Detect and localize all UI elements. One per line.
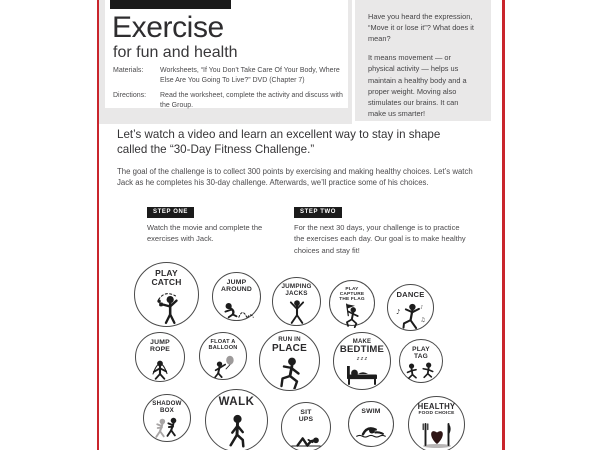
jump-rope-label-1: JUMP	[150, 339, 170, 346]
main-heading: Let’s watch a video and learn an excellent way to stay in shape called the “30-Day Fitness Challenge.”	[117, 128, 441, 157]
play-catch-label-2: CATCH	[151, 277, 182, 288]
jumping-jacks-icon	[273, 298, 320, 325]
materials-value: Worksheets, “If You Don’t Take Care Of Your Body, Where Else Are You Going To Live?” DVD (Chapter 7)	[160, 67, 340, 85]
run-in-place-label-2: PLACE	[272, 342, 307, 354]
page-subtitle: for fun and health	[113, 44, 238, 61]
swim-icon	[349, 415, 393, 446]
shadow-box-label-2: BOX	[159, 406, 174, 414]
step-one-text: Watch the movie and complete the exercises with Jack.	[147, 223, 263, 244]
play-tag-icon	[400, 360, 442, 382]
right-red-rule	[502, 0, 505, 450]
page-title: Exercise	[112, 11, 224, 44]
jump-around-icon	[213, 294, 260, 320]
play-tag-label-2: TAG	[413, 353, 429, 361]
sidebar-text	[355, 0, 491, 119]
jump-around-label-2: AROUND	[220, 286, 253, 294]
make-bedtime-icon	[334, 362, 390, 389]
step-two-block	[294, 200, 466, 256]
exercise-jumping-jacks	[272, 277, 321, 326]
sit-ups-label-1: SIT	[300, 409, 312, 416]
make-bedtime-label-2: BEDTIME	[339, 344, 385, 356]
materials-label: Materials:	[113, 67, 144, 74]
float-balloon-icon	[200, 351, 246, 379]
dance-label-1: DANCE	[396, 290, 425, 299]
jumping-jacks-label-1: JUMPING	[281, 283, 312, 290]
run-in-place-label-1: RUN IN	[278, 336, 301, 343]
exercise-capture-flag	[329, 280, 375, 326]
exercise-run-in-place	[259, 330, 320, 391]
step-two-badge: STEP TWO	[294, 207, 342, 218]
svg-text:♫: ♫	[419, 317, 425, 324]
healthy-food-label-2: FOOD CHOICE	[418, 411, 455, 417]
play-tag-label-1: PLAY	[412, 346, 430, 353]
directions-value: Read the worksheet, complete the activity and discuss with the Group.	[160, 92, 343, 110]
sit-ups-icon	[282, 424, 330, 450]
capture-flag-label-1: PLAY	[345, 287, 359, 292]
exercise-shadow-box	[143, 394, 191, 442]
svg-text:♪: ♪	[419, 305, 423, 311]
play-catch-icon	[135, 287, 198, 326]
materials-row	[113, 66, 345, 86]
exercise-play-tag	[399, 339, 443, 383]
sidebar-paragraph-1: Have you heard the expression, “Move it or lose it”? What does it mean?	[368, 12, 474, 44]
exercise-jump-around	[212, 272, 261, 321]
run-in-place-icon	[260, 354, 319, 390]
exercise-walk	[205, 389, 268, 450]
walk-icon	[206, 408, 267, 450]
exercise-healthy-food	[408, 396, 465, 450]
header-black-tab	[110, 0, 231, 9]
directions-label: Directions:	[113, 92, 147, 100]
capture-flag-label-2: CAPTURE THE FLAG	[339, 292, 365, 303]
jumping-jacks-label-2: JACKS	[285, 289, 308, 297]
exercise-dance	[387, 284, 434, 331]
exercise-float-balloon	[199, 332, 247, 380]
sidebar-box	[355, 0, 491, 121]
directions-row	[113, 91, 345, 111]
capture-flag-icon	[330, 303, 374, 325]
dance-icon	[388, 299, 433, 330]
step-one-block	[147, 200, 285, 245]
sit-ups-label-2: UPS	[298, 416, 314, 424]
healthy-food-label-1: HEALTHY	[417, 402, 456, 411]
main-intro: The goal of the challenge is to collect 300 points by exercising and making healthy choices. Let’s watch Jack as he completes his 30-day challenge. Afterwards, we’ll practice some of his choices.	[117, 167, 473, 188]
exercise-swim	[348, 401, 394, 447]
make-bedtime-label-1: MAKE	[352, 339, 372, 345]
jump-around-label-1: JUMP	[226, 279, 247, 286]
materials-directions	[113, 66, 345, 117]
float-balloon-label-2: BALLOON	[208, 345, 238, 352]
exercise-make-bedtime	[333, 332, 391, 390]
step-two-text: For the next 30 days, your challenge is to practice the exercises each day. Our goal is to make healthy choices and stay fit!	[294, 223, 466, 255]
shadow-box-icon	[144, 414, 190, 441]
exercise-jump-rope	[135, 332, 185, 382]
swim-label-1: SWIM	[361, 408, 381, 415]
float-balloon-label-1: FLOAT A	[210, 339, 236, 345]
svg-text:♪: ♪	[395, 307, 400, 316]
walk-label-1: WALK	[218, 396, 255, 408]
sidebar-paragraph-2: It means movement — or physical activity — helps us maintain a healthy body and a proper weight. Moving also stimulates our brains. It can make us smarter!	[368, 53, 467, 118]
exercise-sit-ups	[281, 402, 331, 450]
healthy-food-icon	[409, 417, 464, 450]
exercise-play-catch	[134, 262, 199, 327]
bedtime-zzz-text: z z z	[356, 355, 368, 362]
jump-rope-icon	[136, 354, 184, 381]
shadow-box-label-1: SHADOW	[152, 400, 182, 407]
jump-rope-label-2: ROPE	[149, 346, 171, 354]
step-one-badge: STEP ONE	[147, 207, 194, 218]
play-catch-label-1: PLAY	[155, 268, 178, 278]
